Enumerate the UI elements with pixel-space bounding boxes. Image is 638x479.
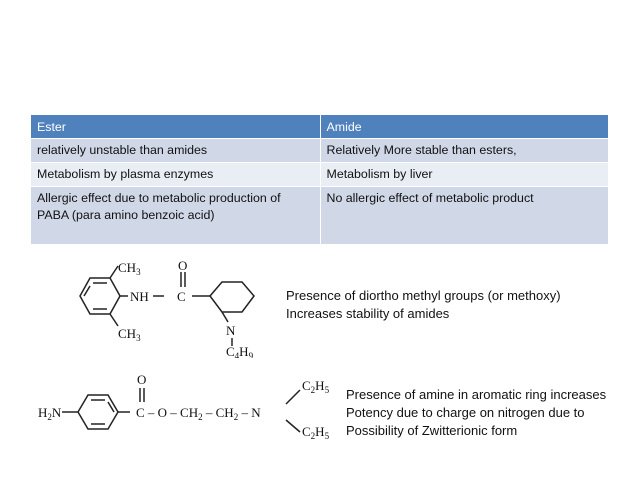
note-line: Presence of amine in aromatic ring increases [346,387,607,402]
ester-potency-note [346,386,606,440]
table-cell: Metabolism by plasma enzymes [31,163,320,187]
comparison-table [31,115,609,244]
amide-structure-diagram [60,258,280,358]
table-cell: No allergic effect of metabolic product [320,187,608,245]
ester-chain-label: C – O – $CH_2 - CH_2$ – N [136,405,261,422]
table-row [31,187,608,245]
carbonyl-oxygen-label: O [178,258,188,273]
butyl-label: $C_4H_9$ [226,344,254,358]
ethyl-bottom-label: $C_2H_5$ [302,424,330,441]
ester-oxygen-label: O [137,372,147,387]
table-cell: Allergic effect due to metabolic production of PABA (para amino benzoic acid) [31,187,320,245]
carbonyl-carbon-label: C [177,289,186,304]
ethyl-top-label: $C_2H_5$ [302,378,330,395]
table-cell: Metabolism by liver [320,163,608,187]
table-cell: relatively unstable than amides [31,139,320,163]
methyl-bottom-label: $CH_3$ [118,326,141,343]
note-line: Increases stability of amides [286,306,450,321]
table-row [31,163,608,187]
ring-nitrogen-label: N [226,323,236,338]
table-header-row [31,115,608,139]
nh-label: NH [130,289,149,304]
methyl-top-label: $CH_3$ [118,260,141,277]
ester-structure-diagram [38,370,340,448]
amine-label: $H_2N$ [38,405,62,422]
header-ester: Ester [31,115,320,139]
note-line: Possibility of Zwitterionic form [346,423,518,438]
note-line: Potency due to charge on nitrogen due to [346,405,585,420]
amide-stability-note [286,287,561,323]
table-row [31,139,608,163]
table-cell: Relatively More stable than esters, [320,139,608,163]
note-line: Presence of diortho methyl groups (or methoxy) [286,288,561,303]
header-amide: Amide [320,115,608,139]
